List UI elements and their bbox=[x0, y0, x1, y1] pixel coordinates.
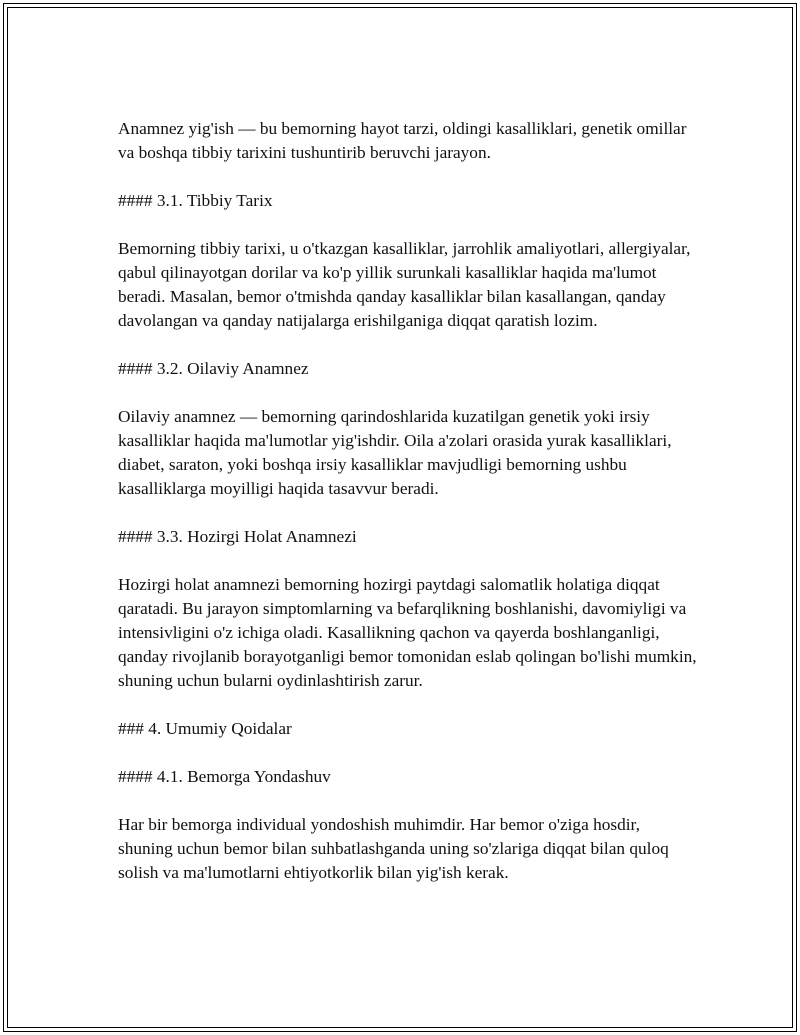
document-body bbox=[118, 117, 698, 909]
section-heading-3-3: #### 3.3. Hozirgi Holat Anamnezi bbox=[118, 527, 357, 546]
patient-approach-paragraph: Har bir bemorga individual yondoshish muhimdir. Har bemor o'ziga hosdir, shuning uchun bemor bilan suhbatlashganda uning so'zlariga diqqat bilan quloq solish va ma'lumotlarni ehtiyotkorlik bilan yig'ish kerak. bbox=[118, 815, 669, 882]
section-heading-3-1: #### 3.1. Tibbiy Tarix bbox=[118, 191, 273, 210]
present-illness-paragraph: Hozirgi holat anamnezi bemorning hozirgi paytdagi salomatlik holatiga diqqat qaratadi. Bu jarayon simptomlarning va befarqlikning boshlanishi, davomiyligi va intensivligini o'z ichiga oladi. Kasallikning qachon va qayerda boshlanganligi, qanday rivojlanib borayotganligi bemor tomonidan eslab qolingan bo'lishi mumkin, shuning uchun bularni oydinlashtirish zarur. bbox=[118, 575, 697, 690]
section-heading-4-1: #### 4.1. Bemorga Yondashuv bbox=[118, 767, 331, 786]
section-heading-4: ### 4. Umumiy Qoidalar bbox=[118, 719, 292, 738]
family-history-paragraph: Oilaviy anamnez — bemorning qarindoshlarida kuzatilgan genetik yoki irsiy kasalliklar haqida ma'lumotlar yig'ishdir. Oila a'zolari orasida yurak kasalliklari, diabet, saraton, yoki boshqa irsiy kasalliklar mavjudligi bemorning ushbu kasalliklarga moyilligi haqida tasavvur beradi. bbox=[118, 407, 672, 498]
medical-history-paragraph: Bemorning tibbiy tarixi, u o'tkazgan kasalliklar, jarrohlik amaliyotlari, allergiyalar, qabul qilinayotgan dorilar va ko'p yillik surunkali kasalliklar haqida ma'lumot beradi. Masalan, bemor o'tmishda qanday kasalliklar bilan kasallangan, qanday davolangan va qanday natijalarga erishilganiga diqqat qaratish lozim. bbox=[118, 239, 691, 330]
intro-paragraph: Anamnez yig'ish — bu bemorning hayot tarzi, oldingi kasalliklari, genetik omillar va boshqa tibbiy tarixini tushuntirib beruvchi jarayon. bbox=[118, 119, 687, 162]
section-heading-3-2: #### 3.2. Oilaviy Anamnez bbox=[118, 359, 309, 378]
